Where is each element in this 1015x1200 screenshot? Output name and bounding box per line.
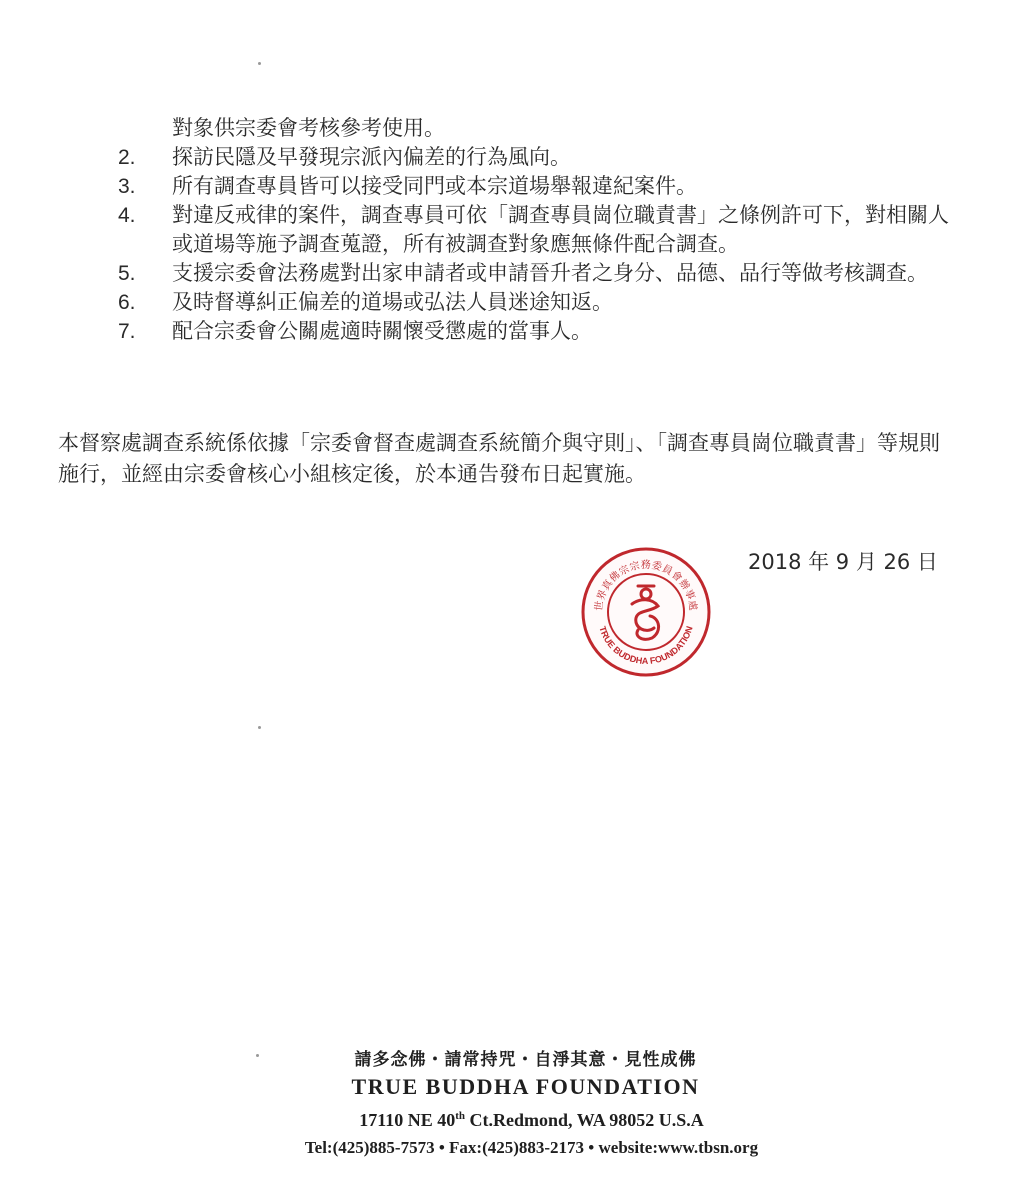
footer-address-prefix: 17110 NE 40 — [359, 1110, 456, 1130]
list-item-text: 及時督導糾正偏差的道場或弘法人員迷途知返。 — [172, 290, 613, 314]
list-item-text: 支援宗委會法務處對出家申請者或申請晉升者之身分、品德、品行等做考核調查。 — [172, 261, 928, 285]
list-item-number: 2. — [118, 146, 136, 169]
footer-address-sup: th — [455, 1110, 466, 1122]
list-item-number: 6. — [118, 291, 136, 314]
list-item — [0, 172, 1015, 201]
list-item — [0, 201, 1015, 259]
list-item-text: 所有調查專員皆可以接受同門或本宗道場舉報違紀案件。 — [172, 174, 697, 198]
list-item — [0, 288, 1015, 317]
footer-organization: TRUE BUDDHA FOUNDATION — [351, 1074, 700, 1099]
document-date: 2018 年 9 月 26 日 — [748, 550, 938, 574]
effective-paragraph: 本督察處調查系統係依據「宗委會督查處調查系統簡介與守則」、「調查專員崗位職責書」等規則施行，並經由宗委會核心小組核定後，於本通告發布日起實施。 — [58, 431, 940, 486]
list-item-number: 5. — [118, 262, 136, 285]
footer-address — [48, 1102, 1015, 1134]
letterhead-footer — [0, 1048, 1015, 1162]
list-item — [0, 259, 1015, 288]
footer-contact: Tel:(425)885-7573 • Fax:(425)883-2173 • website:www.tbsn.org — [304, 1138, 759, 1157]
list-item-text: 對違反戒律的案件，調查專員可依「調查專員崗位職責書」之條例許可下，對相關人或道場等施予調查蒐證，所有被調查對象應無條件配合調查。 — [172, 203, 949, 256]
list-item-text: 配合宗委會公關處適時關懷受懲處的當事人。 — [172, 319, 592, 343]
scan-speck — [258, 62, 261, 65]
list-item-number: 7. — [118, 320, 136, 343]
footer-motto: 請多念佛・請常持咒・自淨其意・見性成佛 — [354, 1050, 697, 1069]
seal-bottom-text: TRUE BUDDHA FOUNDATION — [597, 624, 695, 667]
numbered-list — [0, 114, 1015, 346]
list-item-text: 對象供宗委會考核參考使用。 — [172, 116, 445, 140]
scan-speck — [256, 1054, 259, 1057]
footer-address-suffix: Ct.Redmond, WA 98052 U.S.A — [465, 1110, 704, 1130]
list-item-text: 探訪民隱及早發現宗派內偏差的行為風向。 — [172, 145, 571, 169]
list-item — [0, 317, 1015, 346]
scan-speck — [258, 726, 261, 729]
list-item — [0, 143, 1015, 172]
list-item — [0, 114, 1015, 143]
list-item-number: 4. — [118, 204, 136, 227]
seal-top-text: 世界真佛宗宗務委員會辦事處 — [593, 560, 699, 612]
foundation-seal-icon — [580, 546, 712, 678]
list-item-number: 3. — [118, 175, 136, 198]
